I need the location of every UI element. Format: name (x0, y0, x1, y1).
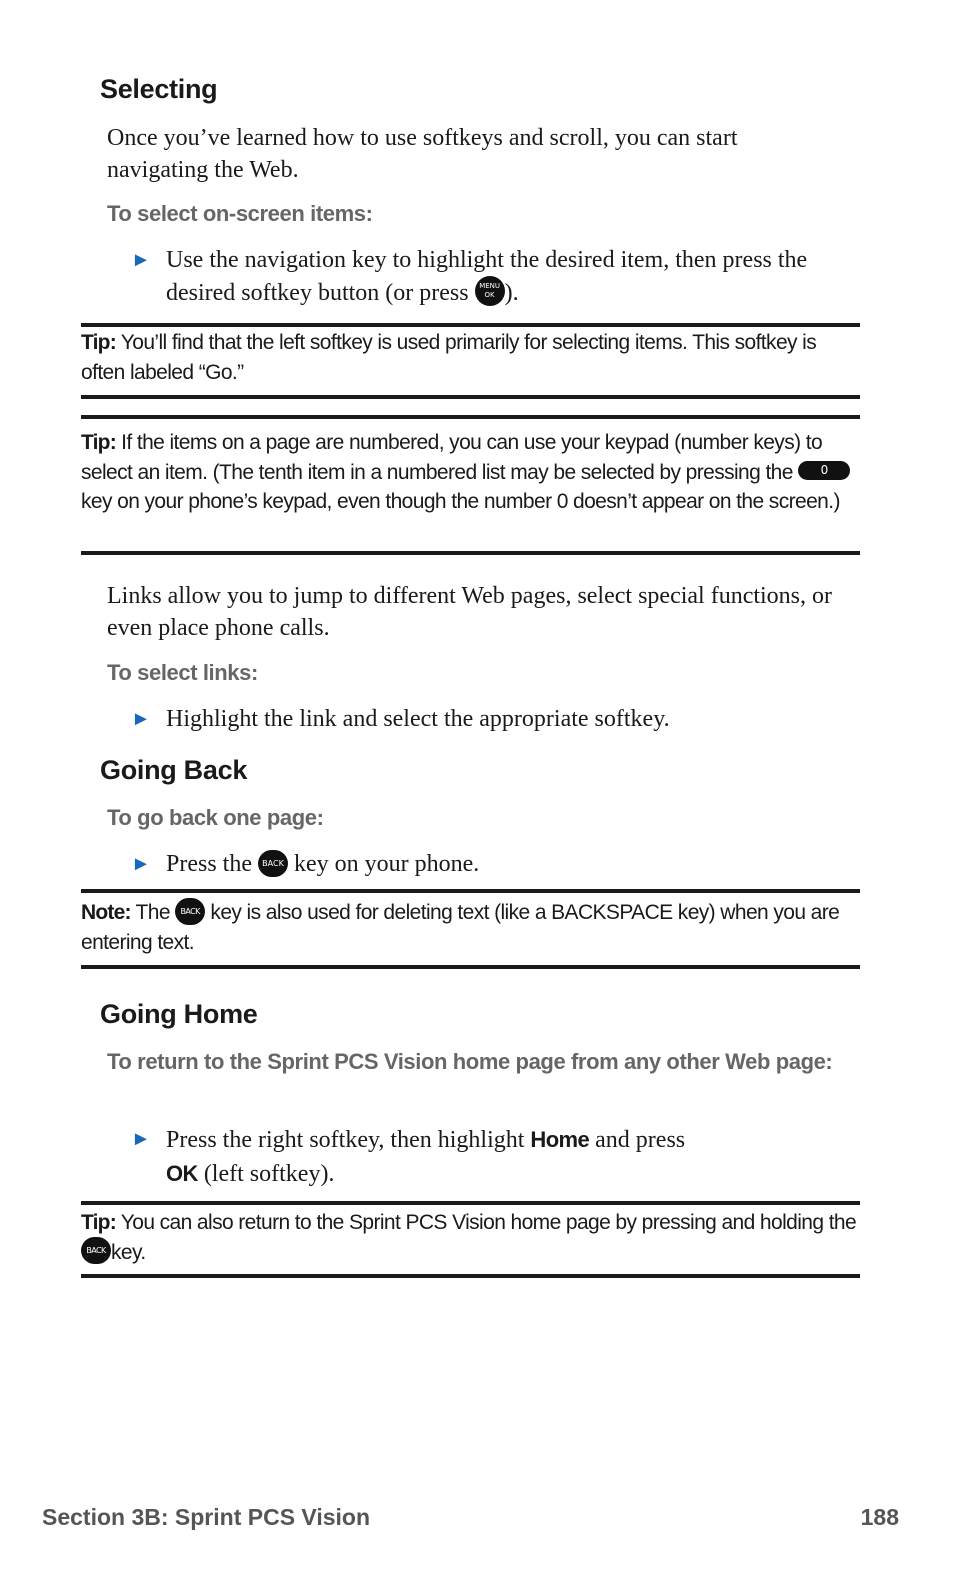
footer-section-title: Section 3B: Sprint PCS Vision (42, 1504, 371, 1530)
tip2-bottom-rule (81, 551, 860, 555)
note-label: Note: (81, 901, 131, 924)
home-menu-label: Home (530, 1127, 590, 1152)
tip3-bottom-rule (81, 1274, 860, 1278)
tip2-top-rule (81, 415, 860, 419)
subhead-go-back: To go back one page: (107, 805, 324, 830)
footer-page-number: 188 (860, 1504, 899, 1530)
tip3-text-b: key. (111, 1240, 146, 1264)
zero-key-icon: 0 (798, 461, 850, 480)
tip1-text: You’ll find that the left softkey is used primarily for selecting items. This softkey is often labeled “Go.” (81, 331, 817, 384)
tip2-label: Tip: (81, 431, 116, 454)
menu-ok-key-icon: MENU OK (475, 276, 505, 306)
bullet-go-back-text-a: Press the (166, 851, 252, 877)
bullet-go-back (131, 848, 856, 881)
tip2-text-a: If the items on a page are numbered, you can use your keypad (number keys) to select an item. (The tenth item in a numbered list may be selected by pressing the (81, 431, 823, 484)
tip3-label: Tip: (81, 1211, 116, 1234)
subhead-go-home: To return to the Sprint PCS Vision home page from any other Web page: (107, 1049, 833, 1074)
note-bottom-rule (81, 965, 860, 969)
bullet-go-back-text-b: key on your phone. (294, 851, 480, 877)
bullet-select-items-end: ). (504, 280, 519, 306)
tip1-box (81, 328, 860, 387)
bullet-go-home-text-b: and press (595, 1127, 686, 1153)
note-box (81, 898, 860, 957)
tip1-bottom-rule (81, 395, 860, 399)
subhead-select-items: To select on-screen items: (107, 201, 373, 226)
tip3-box (81, 1208, 860, 1267)
selecting-intro: Once you’ve learned how to use softkeys and scroll, you can start navigating the Web. (107, 125, 738, 183)
bullet-arrow-icon: ► (131, 853, 151, 875)
tip2-box (81, 428, 860, 517)
note-text-b: key is also used for deleting text (like a BACKSPACE key) when you are entering text. (81, 901, 840, 954)
bullet-arrow-icon: ► (131, 708, 151, 730)
bullet-arrow-icon: ► (131, 249, 151, 271)
heading-going-home: Going Home (100, 999, 258, 1029)
tip3-text-a: You can also return to the Sprint PCS Vision home page by pressing and holding the (120, 1211, 857, 1234)
note-top-rule (81, 889, 860, 893)
bullet-select-links (131, 703, 856, 736)
links-intro: Links allow you to jump to different Web pages, select special functions, or even place phone calls. (107, 583, 833, 641)
ok-softkey-label: OK (166, 1161, 198, 1186)
bullet-select-links-text: Highlight the link and select the appropriate softkey. (166, 706, 670, 732)
back-key-icon: BACK (258, 850, 288, 877)
back-key-icon: BACK (81, 1237, 111, 1264)
heading-going-back: Going Back (100, 755, 248, 785)
bullet-arrow-icon: ► (131, 1128, 151, 1150)
bullet-go-home-text-a: Press the right softkey, then highlight (166, 1127, 525, 1153)
note-text-a: The (135, 901, 170, 924)
tip1-top-rule (81, 323, 860, 327)
tip3-top-rule (81, 1201, 860, 1205)
bullet-go-home (131, 1123, 766, 1191)
tip1-label: Tip: (81, 331, 116, 354)
heading-selecting: Selecting (100, 74, 218, 104)
bullet-select-items (131, 244, 856, 310)
back-key-icon: BACK (175, 898, 205, 925)
subhead-select-links: To select links: (107, 660, 258, 685)
bullet-select-items-text: Use the navigation key to highlight the desired item, then press the desired softkey button (or press (166, 247, 808, 306)
tip2-text-b: key on your phone’s keypad, even though the number 0 doesn’t appear on the screen.) (81, 490, 840, 513)
bullet-go-home-text-c: (left softkey). (203, 1161, 335, 1187)
